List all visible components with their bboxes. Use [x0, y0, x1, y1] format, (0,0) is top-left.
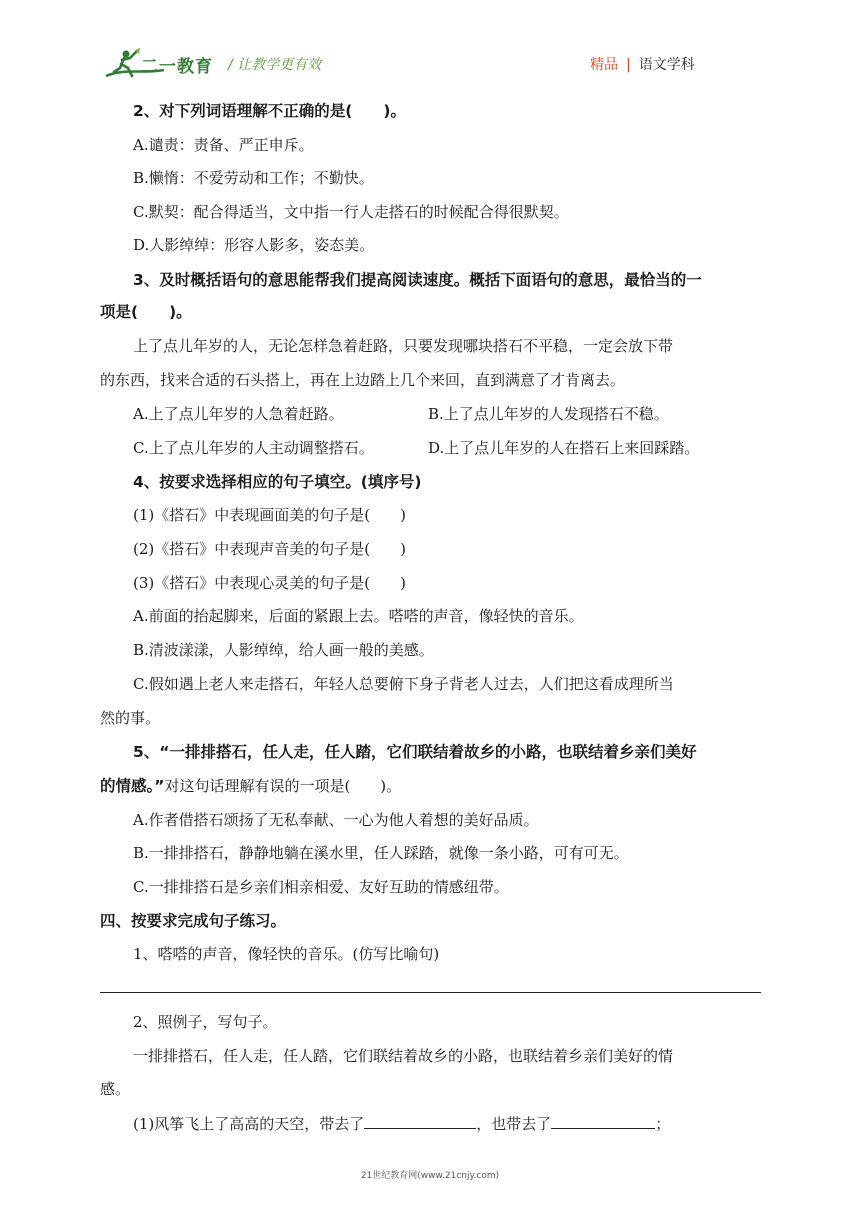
question-3-cont: 项是( )。: [100, 303, 192, 321]
question-5-cont: [100, 776, 401, 796]
q5-option-a: A.作者借搭石颂扬了无私奉献、一心为他人着想的美好品质。: [133, 811, 539, 829]
q3-option-a: A.上了点儿年岁的人急着赶路。: [133, 405, 344, 423]
q2-option-a: A.谴责：责备、严正申斥。: [133, 136, 314, 154]
question-5-prompt: 对这句话理解有误的一项是( )。: [164, 777, 402, 795]
q3-passage: 上了点儿年岁的人，无论怎样急着赶路，只要发现哪块搭石不平稳，一定会放下带: [133, 337, 674, 355]
subject-label: 语文学科: [638, 57, 695, 73]
exercise-1-end: ；: [655, 1115, 671, 1133]
q5-option-c: C.一排排搭石是乡亲们相亲相爱、友好互助的情感纽带。: [133, 878, 509, 896]
q4-option-b: B.清波漾漾，人影绰绰，给人画一般的美感。: [133, 641, 434, 659]
q4-item-3: (3)《搭石》中表现心灵美的句子是( ): [133, 574, 406, 592]
q3-option-d: D.上了点儿年岁的人在搭石上来回踩踏。: [428, 439, 700, 457]
q4-option-c: C.假如遇上老人来走搭石，年轻人总要俯下身子背老人过去，人们把这看成理所当: [133, 675, 674, 693]
q2-option-c: C.默契：配合得适当，文中指一行人走搭石的时候配合得很默契。: [133, 203, 569, 221]
brand-name: 二一教育: [141, 57, 213, 77]
q4-option-c-cont: 然的事。: [100, 709, 161, 727]
question-2: 2、对下列词语理解不正确的是( )。: [133, 102, 406, 120]
question-3: 3、及时概括语句的意思能帮我们提高阅读速度。概括下面语句的意思，最恰当的一: [133, 271, 702, 289]
question-4: 4、按要求选择相应的句子填空。(填序号): [133, 473, 422, 491]
fill-blank-1[interactable]: [364, 1113, 476, 1129]
page-header: [0, 0, 860, 90]
section-4-heading: 四、按要求完成句子练习。: [100, 912, 287, 930]
header-separator: |: [626, 57, 631, 73]
q4-option-a: A.前面的抬起脚来，后面的紧跟上去。嗒嗒的声音，像轻快的音乐。: [133, 607, 584, 625]
s4-example: 一排排搭石，任人走，任人踏，它们联结着故乡的小路，也联结着乡亲们美好的情: [133, 1047, 674, 1065]
exercise-1-text: (1)风筝飞上了高高的天空，带去了: [133, 1115, 365, 1133]
answer-line[interactable]: [100, 992, 761, 993]
q3-option-b: B.上了点儿年岁的人发现搭石不稳。: [428, 405, 669, 423]
q2-option-b: B.懒惰：不爱劳动和工作；不勤快。: [133, 169, 374, 187]
exercise-1-mid: ，也带去了: [476, 1115, 552, 1133]
q3-option-c: C.上了点儿年岁的人主动调整搭石。: [133, 439, 374, 457]
q3-passage-cont: 的东西，找来合适的石头搭上，再在上边踏上几个来回，直到满意了才肯离去。: [100, 371, 626, 389]
q4-item-2: (2)《搭石》中表现声音美的句子是( ): [133, 540, 406, 558]
question-5: 5、“一排排搭石，任人走，任人踏，它们联结着故乡的小路，也联结着乡亲们美好: [133, 743, 697, 761]
fill-blank-2[interactable]: [551, 1113, 655, 1129]
header-tag: [590, 54, 695, 74]
question-5-quote-end: 的情感。”: [100, 777, 165, 795]
premium-label: 精品: [590, 57, 618, 73]
q4-item-1: (1)《搭石》中表现画面美的句子是( ): [133, 506, 406, 524]
page-footer: 21世纪教育网(www.21cnjy.com): [360, 1171, 500, 1181]
q2-option-d: D.人影绰绰：形容人影多，姿态美。: [133, 236, 375, 254]
s4-exercise-1: [133, 1113, 670, 1134]
s4-example-cont: 感。: [100, 1080, 131, 1098]
brand-slogan: / 让教学更有效: [228, 57, 322, 73]
s4-task-2: 2、照例子，写句子。: [133, 1013, 278, 1031]
s4-task-1: 1、嗒嗒的声音，像轻快的音乐。(仿写比喻句): [133, 945, 440, 963]
q5-option-b: B.一排排搭石，静静地躺在溪水里，任人踩踏，就像一条小路，可有可无。: [133, 844, 629, 862]
